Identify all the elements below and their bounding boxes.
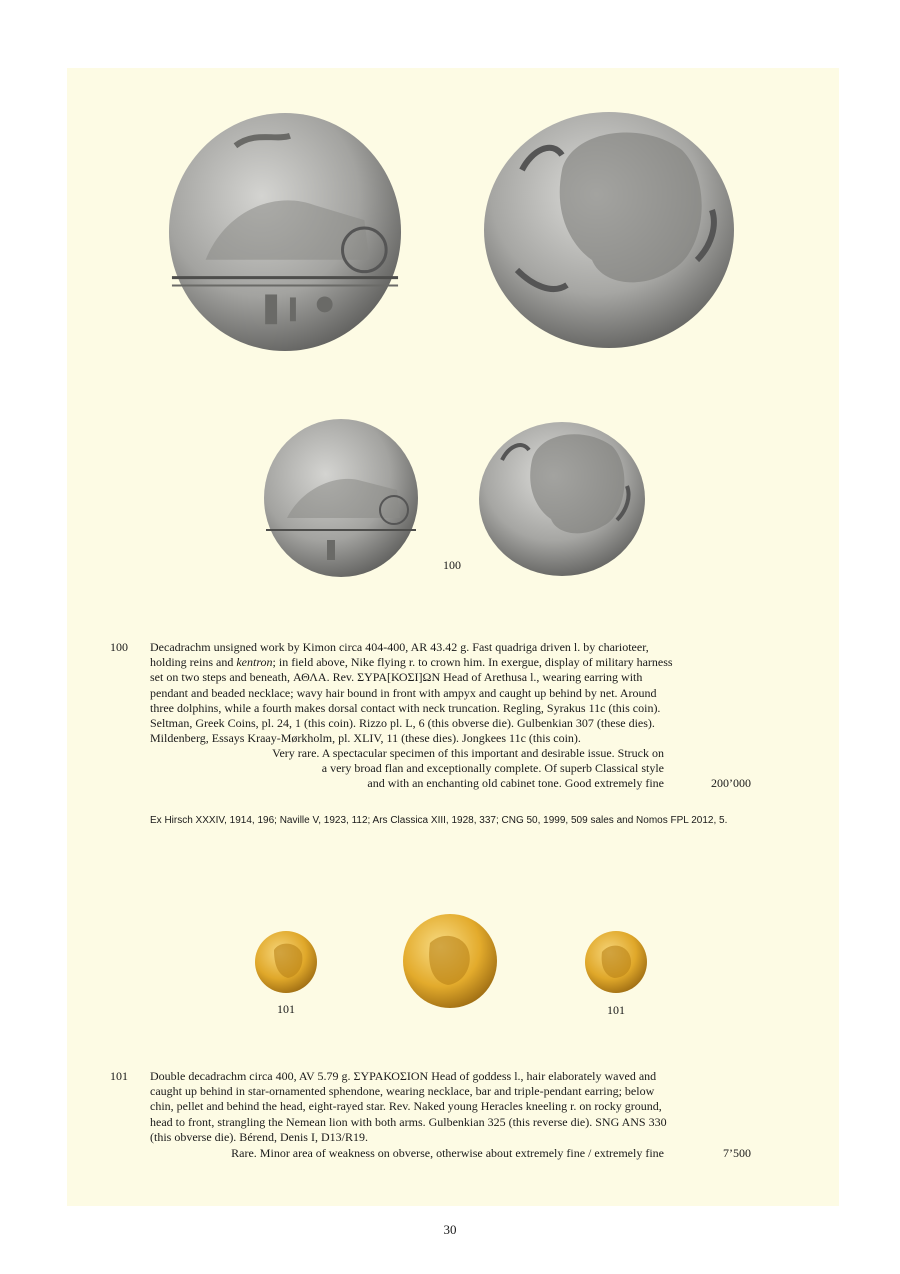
lot-101-description [150, 1069, 751, 1145]
lot-100-provenance: Ex Hirsch XXXIV, 1914, 196; Naville V, 1923, 112; Ars Classica XIII, 1928, 337; CNG 50, 1999, 509 sales and Nomos FPL 2012, 5. [150, 815, 728, 826]
lot-100-image-label: 100 [443, 558, 461, 572]
coin-image-obverse-chariot-large [166, 110, 404, 354]
coin-image-obverse-goddess-head [254, 930, 318, 994]
lot-100-line-5: three dolphins, while a fourth makes dorsal contact with neck truncation. Regling, Syrakus 11c (this coin). [150, 700, 661, 715]
lot-100-verdict [150, 746, 664, 792]
lot-100-line-2: holding reins and kentron; in field above, Nike flying r. to crown him. In exergue, display of military harness [150, 655, 673, 670]
coin-image-reverse-arethusa-large [482, 110, 737, 350]
lot-100-line-3: set on two steps and beneath, ΑΘΛΑ. Rev. ΣΥΡΑ[ΚΟΣΙ]ΩΝ Head of Arethusa l., wearing earring with [150, 670, 643, 685]
lot-101-line-3: chin, pellet and behind the head, eight-rayed star. Rev. Naked young Heracles kneeling r. on rocky ground, [150, 1099, 662, 1114]
lot-100-line-6: Seltman, Greek Coins, pl. 24, 1 (this coin). Rizzo pl. L, 6 (this obverse die). Gulbenkian 307 (these dies). [150, 716, 655, 731]
lot-100-verdict-line-1: Very rare. A spectacular specimen of this important and desirable issue. Struck on [272, 746, 664, 760]
lot-100-verdict-line-3: and with an enchanting old cabinet tone. Good extremely fine [367, 776, 664, 791]
coin-image-reverse-arethusa-small [477, 420, 647, 578]
lot-100-price: 200’000 [711, 776, 751, 790]
lot-101-image-label-right: 101 [607, 1003, 625, 1017]
coin-image-reverse-heracles [584, 930, 648, 994]
lot-101-number: 101 [110, 1069, 128, 1083]
lot-101-image-label-left: 101 [277, 1002, 295, 1016]
lot-100-number: 100 [110, 640, 128, 654]
lot-100-line-4: pendant and beaded necklace; wavy hair bound in front with ampyx and caught up behind by net. Around [150, 685, 657, 700]
lot-101-line-4: head to front, strangling the Nemean lion with both arms. Gulbenkian 325 (this reverse die). SNG ANS 330 [150, 1114, 667, 1129]
lot-100-description [150, 640, 751, 746]
lot-101-line-2: caught up behind in star-ornamented sphendone, wearing necklace, bar and triple-pendant earring; below [150, 1084, 655, 1099]
lot-101-verdict: Rare. Minor area of weakness on obverse, otherwise about extremely fine / extremely fine [231, 1146, 664, 1160]
lot-100-verdict-line-2: a very broad flan and exceptionally complete. Of superb Classical style [321, 761, 664, 776]
lot-100-line-1: Decadrachm unsigned work by Kimon circa 404-400, AR 43.42 g. Fast quadriga driven l. by charioteer, [150, 640, 649, 654]
lot-101-line-5: (this obverse die). Bérend, Denis I, D13/R19. [150, 1129, 368, 1144]
kentron-italic: kentron [236, 655, 273, 670]
coin-image-obverse-chariot-small [262, 418, 420, 578]
lot-101-price: 7’500 [723, 1146, 751, 1160]
lot-100-line-7: Mildenberg, Essays Kraay-Mørkholm, pl. XLIV, 11 (these dies). Jongkees 11c (this coin). [150, 731, 581, 746]
coin-image-reverse-heracles-enlarged [402, 913, 498, 1009]
lot-101-line-1: Double decadrachm circa 400, AV 5.79 g. ΣΥΡΑΚΟΣΙΟΝ Head of goddess l., hair elaborately waved and [150, 1069, 657, 1083]
page-number: 30 [443, 1222, 457, 1237]
